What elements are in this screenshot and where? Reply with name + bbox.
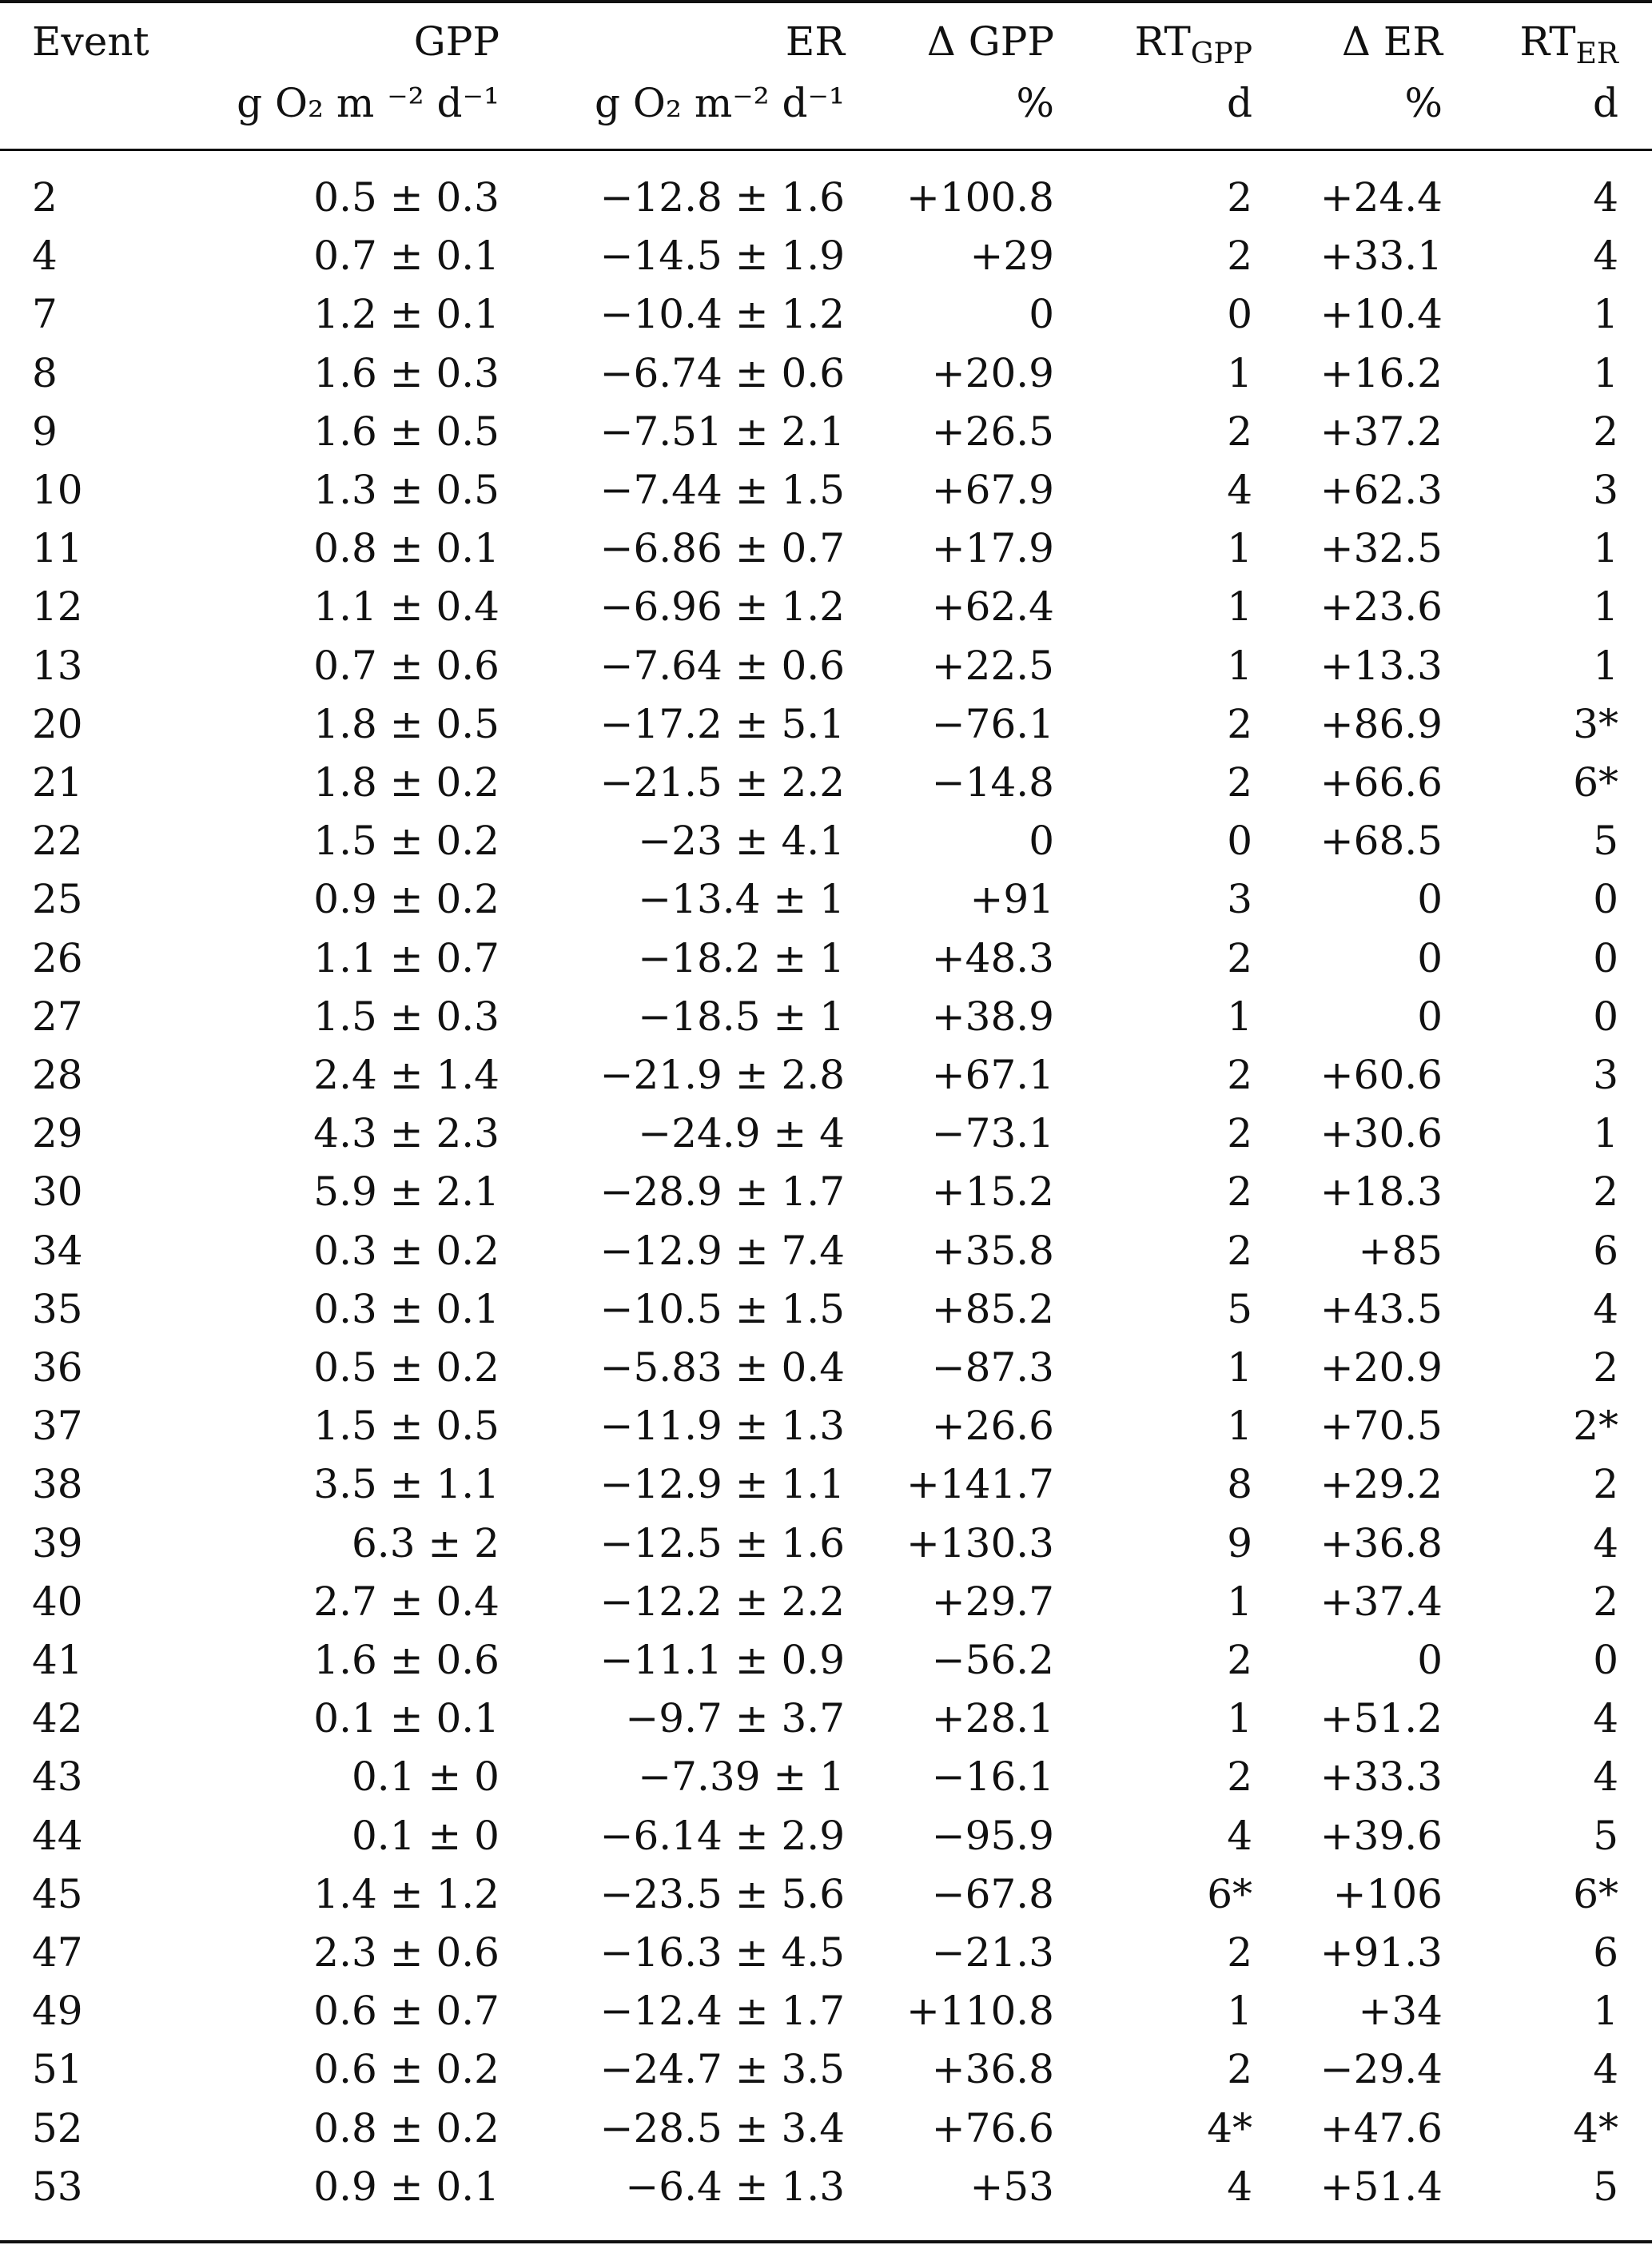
cell-rt-er: 2: [1593, 408, 1618, 455]
cell-gpp: 0.6 ± 0.7: [313, 1988, 500, 2035]
cell-delta-er: 0: [1417, 876, 1443, 923]
cell-delta-er: +51.2: [1320, 1695, 1443, 1742]
cell-event: 52: [32, 2104, 83, 2151]
cell-delta-er: +18.3: [1320, 1168, 1443, 1216]
cell-rt-er: 1: [1593, 1988, 1618, 2035]
cell-gpp: 1.8 ± 0.5: [313, 700, 500, 747]
cell-rt-gpp: 3: [1227, 876, 1252, 923]
cell-rt-er: 2: [1593, 1578, 1618, 1625]
cell-delta-er: +29.2: [1320, 1461, 1443, 1508]
cell-gpp: 2.7 ± 0.4: [313, 1578, 500, 1625]
cell-er: −6.86 ± 0.7: [599, 525, 845, 572]
cell-rt-gpp: 2: [1227, 1168, 1252, 1216]
cell-delta-er: +43.5: [1320, 1285, 1443, 1332]
cell-delta-gpp: +20.9: [931, 349, 1054, 396]
cell-delta-gpp: +22.5: [931, 642, 1054, 689]
cell-rt-er: 6*: [1573, 759, 1618, 806]
cell-rt-er: 1: [1593, 1110, 1618, 1157]
cell-delta-gpp: +29: [969, 233, 1054, 280]
cell-rt-er: 6*: [1573, 1870, 1618, 1917]
unit-rt-gpp: d: [1226, 80, 1252, 126]
cell-er: −18.5 ± 1: [638, 993, 845, 1040]
cell-rt-gpp: 6*: [1207, 1870, 1252, 1917]
cell-rt-er: 3*: [1573, 700, 1618, 747]
cell-er: −28.9 ± 1.7: [599, 1168, 845, 1216]
cell-er: −12.5 ± 1.6: [599, 1519, 845, 1566]
cell-delta-er: +68.5: [1320, 818, 1443, 865]
cell-event: 27: [32, 993, 83, 1040]
cell-delta-er: +62.3: [1320, 467, 1443, 513]
unit-er: g O₂ m⁻² d⁻¹: [594, 80, 845, 126]
header-rt-gpp: [1134, 18, 1252, 70]
cell-delta-er: +37.2: [1320, 408, 1443, 455]
cell-gpp: 0.7 ± 0.1: [313, 233, 500, 280]
header-rt-er-sub: ER: [1575, 38, 1618, 70]
cell-delta-gpp: +100.8: [906, 174, 1054, 221]
cell-rt-gpp: 9: [1227, 1519, 1252, 1566]
cell-rt-er: 4: [1593, 1695, 1618, 1742]
cell-rt-er: 2: [1593, 1461, 1618, 1508]
cell-delta-gpp: −21.3: [931, 1929, 1054, 1976]
cell-er: −12.2 ± 2.2: [599, 1578, 845, 1625]
cell-delta-er: +24.4: [1320, 174, 1443, 221]
header-rt-gpp-sub: GPP: [1190, 38, 1252, 70]
cell-er: −6.96 ± 1.2: [599, 583, 845, 631]
cell-event: 47: [32, 1929, 83, 1976]
cell-delta-gpp: +62.4: [931, 583, 1054, 631]
cell-delta-er: +60.6: [1320, 1052, 1443, 1098]
cell-delta-er: 0: [1417, 1637, 1443, 1683]
cell-er: −13.4 ± 1: [638, 876, 845, 923]
cell-event: 8: [32, 349, 58, 396]
cell-event: 53: [32, 2163, 83, 2210]
cell-delta-gpp: 0: [1029, 818, 1054, 865]
cell-rt-er: 4: [1593, 1519, 1618, 1566]
cell-event: 38: [32, 1461, 83, 1508]
cell-er: −7.39 ± 1: [638, 1753, 845, 1801]
cell-delta-er: +30.6: [1320, 1110, 1443, 1157]
cell-delta-gpp: +35.8: [931, 1227, 1054, 1274]
cell-event: 9: [32, 408, 58, 455]
cell-rt-gpp: 8: [1227, 1461, 1252, 1508]
cell-event: 13: [32, 642, 83, 689]
cell-rt-er: 3: [1593, 1052, 1618, 1098]
cell-rt-gpp: 2: [1227, 1052, 1252, 1098]
cell-rt-gpp: 1: [1227, 1578, 1252, 1625]
cell-delta-er: +20.9: [1320, 1344, 1443, 1391]
unit-delta-gpp: %: [1016, 80, 1054, 126]
cell-er: −23 ± 4.1: [638, 818, 845, 865]
cell-rt-gpp: 2: [1227, 1110, 1252, 1157]
cell-event: 11: [32, 525, 83, 572]
cell-rt-gpp: 5: [1227, 1285, 1252, 1332]
cell-delta-gpp: +53: [969, 2163, 1054, 2210]
cell-gpp: 0.9 ± 0.2: [313, 876, 500, 923]
cell-rt-gpp: 1: [1227, 583, 1252, 631]
cell-event: 28: [32, 1052, 83, 1098]
cell-delta-gpp: −95.9: [931, 1812, 1054, 1859]
cell-er: −28.5 ± 3.4: [599, 2104, 845, 2151]
cell-gpp: 0.8 ± 0.2: [313, 2104, 500, 2151]
cell-rt-gpp: 1: [1227, 525, 1252, 572]
header-delta-er: Δ ER: [1341, 18, 1443, 65]
cell-gpp: 1.5 ± 0.2: [313, 818, 500, 865]
cell-event: 37: [32, 1403, 83, 1450]
cell-er: −10.4 ± 1.2: [599, 291, 845, 338]
cell-rt-er: 6: [1593, 1929, 1618, 1976]
cell-event: 2: [32, 174, 58, 221]
header-event: Event: [32, 18, 149, 65]
cell-rt-er: 4: [1593, 233, 1618, 280]
cell-event: 26: [32, 934, 83, 981]
cell-delta-er: +91.3: [1320, 1929, 1443, 1976]
cell-event: 36: [32, 1344, 83, 1391]
cell-rt-er: 0: [1593, 1637, 1618, 1683]
cell-er: −5.83 ± 0.4: [599, 1344, 845, 1391]
cell-delta-gpp: −16.1: [931, 1753, 1054, 1801]
cell-event: 44: [32, 1812, 83, 1859]
cell-gpp: 1.5 ± 0.5: [313, 1403, 500, 1450]
cell-event: 20: [32, 700, 83, 747]
cell-rt-gpp: 1: [1227, 1344, 1252, 1391]
cell-gpp: 1.6 ± 0.5: [313, 408, 500, 455]
cell-event: 4: [32, 233, 58, 280]
cell-rt-er: 1: [1593, 291, 1618, 338]
cell-gpp: 1.6 ± 0.3: [313, 349, 500, 396]
cell-gpp: 1.1 ± 0.4: [313, 583, 500, 631]
cell-delta-gpp: +130.3: [906, 1519, 1054, 1566]
cell-delta-gpp: +67.1: [931, 1052, 1054, 1098]
cell-delta-gpp: −76.1: [931, 700, 1054, 747]
cell-delta-gpp: −56.2: [931, 1637, 1054, 1683]
cell-rt-er: 4: [1593, 2046, 1618, 2093]
cell-delta-gpp: 0: [1029, 291, 1054, 338]
cell-delta-gpp: +26.6: [931, 1403, 1054, 1450]
cell-event: 43: [32, 1753, 83, 1801]
unit-rt-er: d: [1592, 80, 1618, 126]
cell-delta-gpp: +38.9: [931, 993, 1054, 1040]
header-rt-gpp-base: RT: [1134, 18, 1191, 65]
cell-gpp: 1.3 ± 0.5: [313, 467, 500, 513]
cell-rt-er: 5: [1593, 1812, 1618, 1859]
cell-gpp: 1.6 ± 0.6: [313, 1637, 500, 1683]
cell-event: 51: [32, 2046, 83, 2093]
cell-gpp: 0.9 ± 0.1: [313, 2163, 500, 2210]
cell-delta-er: +47.6: [1320, 2104, 1443, 2151]
cell-rt-er: 1: [1593, 642, 1618, 689]
cell-delta-gpp: +17.9: [931, 525, 1054, 572]
cell-event: 42: [32, 1695, 83, 1742]
cell-event: 21: [32, 759, 83, 806]
cell-delta-er: 0: [1417, 993, 1443, 1040]
cell-er: −12.9 ± 7.4: [599, 1227, 845, 1274]
cell-rt-gpp: 2: [1227, 1753, 1252, 1801]
cell-rt-gpp: 1: [1227, 349, 1252, 396]
cell-er: −21.9 ± 2.8: [599, 1052, 845, 1098]
cell-delta-er: +34: [1358, 1988, 1443, 2035]
cell-rt-er: 0: [1593, 934, 1618, 981]
cell-delta-er: 0: [1417, 934, 1443, 981]
cell-rt-er: 6: [1593, 1227, 1618, 1274]
cell-delta-gpp: +110.8: [906, 1988, 1054, 2035]
cell-delta-gpp: −14.8: [931, 759, 1054, 806]
cell-er: −6.14 ± 2.9: [599, 1812, 845, 1859]
cell-rt-gpp: 4: [1227, 2163, 1252, 2210]
cell-rt-gpp: 1: [1227, 1695, 1252, 1742]
cell-delta-gpp: −73.1: [931, 1110, 1054, 1157]
cell-er: −7.51 ± 2.1: [599, 408, 845, 455]
cell-delta-er: +51.4: [1320, 2163, 1443, 2210]
cell-delta-gpp: +67.9: [931, 467, 1054, 513]
cell-er: −24.9 ± 4: [638, 1110, 845, 1157]
cell-rt-gpp: 4: [1227, 1812, 1252, 1859]
cell-rt-er: 4*: [1573, 2104, 1618, 2151]
cell-delta-er: +85: [1358, 1227, 1443, 1274]
cell-rt-gpp: 2: [1227, 174, 1252, 221]
cell-rt-gpp: 1: [1227, 1403, 1252, 1450]
cell-rt-er: 5: [1593, 2163, 1618, 2210]
cell-gpp: 0.5 ± 0.2: [313, 1344, 500, 1391]
cell-rt-gpp: 2: [1227, 759, 1252, 806]
cell-event: 12: [32, 583, 83, 631]
cell-event: 25: [32, 876, 83, 923]
cell-rt-gpp: 4*: [1207, 2104, 1252, 2151]
cell-delta-gpp: +141.7: [906, 1461, 1054, 1508]
cell-delta-gpp: +91: [969, 876, 1054, 923]
cell-rt-gpp: 1: [1227, 993, 1252, 1040]
cell-er: −7.44 ± 1.5: [599, 467, 845, 513]
cell-gpp: 0.7 ± 0.6: [313, 642, 500, 689]
cell-rt-er: 5: [1593, 818, 1618, 865]
cell-event: 41: [32, 1637, 83, 1683]
header-rule: [0, 149, 1652, 151]
cell-rt-gpp: 2: [1227, 1227, 1252, 1274]
header-rt-er-base: RT: [1519, 18, 1576, 65]
cell-rt-er: 1: [1593, 525, 1618, 572]
cell-event: 35: [32, 1285, 83, 1332]
cell-er: −6.4 ± 1.3: [625, 2163, 845, 2210]
cell-er: −24.7 ± 3.5: [599, 2046, 845, 2093]
cell-gpp: 0.8 ± 0.1: [313, 525, 500, 572]
cell-delta-er: +23.6: [1320, 583, 1443, 631]
cell-event: 49: [32, 1988, 83, 2035]
cell-gpp: 1.8 ± 0.2: [313, 759, 500, 806]
cell-rt-gpp: 0: [1227, 818, 1252, 865]
cell-er: −21.5 ± 2.2: [599, 759, 845, 806]
cell-delta-gpp: +85.2: [931, 1285, 1054, 1332]
cell-delta-gpp: +15.2: [931, 1168, 1054, 1216]
cell-rt-er: 2: [1593, 1168, 1618, 1216]
cell-er: −23.5 ± 5.6: [599, 1870, 845, 1917]
cell-rt-gpp: 2: [1227, 233, 1252, 280]
unit-gpp: g O₂ m ⁻² d⁻¹: [237, 80, 500, 126]
cell-gpp: 1.5 ± 0.3: [313, 993, 500, 1040]
cell-rt-er: 4: [1593, 1285, 1618, 1332]
cell-rt-er: 4: [1593, 1753, 1618, 1801]
cell-delta-er: +16.2: [1320, 349, 1443, 396]
cell-delta-gpp: +36.8: [931, 2046, 1054, 2093]
cell-rt-gpp: 1: [1227, 1988, 1252, 2035]
cell-gpp: 3.5 ± 1.1: [313, 1461, 500, 1508]
cell-gpp: 2.4 ± 1.4: [313, 1052, 500, 1098]
cell-event: 7: [32, 291, 58, 338]
cell-rt-gpp: 4: [1227, 467, 1252, 513]
cell-er: −9.7 ± 3.7: [625, 1695, 845, 1742]
cell-rt-gpp: 2: [1227, 934, 1252, 981]
cell-delta-gpp: +48.3: [931, 934, 1054, 981]
cell-rt-er: 2*: [1573, 1403, 1618, 1450]
cell-delta-er: +32.5: [1320, 525, 1443, 572]
cell-event: 45: [32, 1870, 83, 1917]
cell-er: −17.2 ± 5.1: [599, 700, 845, 747]
header-rt-er: [1519, 18, 1618, 70]
cell-delta-er: +86.9: [1320, 700, 1443, 747]
cell-delta-er: +10.4: [1320, 291, 1443, 338]
cell-rt-gpp: 2: [1227, 2046, 1252, 2093]
unit-delta-er: %: [1404, 80, 1443, 126]
cell-event: 39: [32, 1519, 83, 1566]
cell-er: −10.5 ± 1.5: [599, 1285, 845, 1332]
cell-rt-er: 0: [1593, 876, 1618, 923]
cell-er: −18.2 ± 1: [638, 934, 845, 981]
top-rule: [0, 0, 1652, 3]
bottom-rule: [0, 2240, 1652, 2243]
header-delta-gpp: Δ GPP: [926, 18, 1054, 65]
cell-rt-gpp: 0: [1227, 291, 1252, 338]
cell-event: 30: [32, 1168, 83, 1216]
cell-rt-er: 3: [1593, 467, 1618, 513]
cell-delta-gpp: −67.8: [931, 1870, 1054, 1917]
cell-delta-er: +13.3: [1320, 642, 1443, 689]
cell-delta-er: +36.8: [1320, 1519, 1443, 1566]
cell-rt-er: 1: [1593, 583, 1618, 631]
cell-rt-er: 1: [1593, 349, 1618, 396]
cell-gpp: 1.1 ± 0.7: [313, 934, 500, 981]
cell-gpp: 0.5 ± 0.3: [313, 174, 500, 221]
cell-event: 10: [32, 467, 83, 513]
cell-delta-er: +106: [1332, 1870, 1443, 1917]
cell-gpp: 0.1 ± 0.1: [313, 1695, 500, 1742]
cell-delta-er: +66.6: [1320, 759, 1443, 806]
cell-event: 22: [32, 818, 83, 865]
cell-delta-gpp: +26.5: [931, 408, 1054, 455]
cell-delta-er: +37.4: [1320, 1578, 1443, 1625]
cell-gpp: 2.3 ± 0.6: [313, 1929, 500, 1976]
cell-delta-er: +70.5: [1320, 1403, 1443, 1450]
cell-er: −11.1 ± 0.9: [599, 1637, 845, 1683]
cell-rt-gpp: 2: [1227, 1637, 1252, 1683]
cell-delta-gpp: +76.6: [931, 2104, 1054, 2151]
cell-gpp: 1.4 ± 1.2: [313, 1870, 500, 1917]
cell-gpp: 6.3 ± 2: [351, 1519, 500, 1566]
cell-delta-er: −29.4: [1320, 2046, 1443, 2093]
cell-event: 29: [32, 1110, 83, 1157]
cell-event: 34: [32, 1227, 83, 1274]
header-er: ER: [785, 18, 845, 65]
cell-delta-er: +33.1: [1320, 233, 1443, 280]
cell-event: 40: [32, 1578, 83, 1625]
cell-delta-er: +39.6: [1320, 1812, 1443, 1859]
cell-er: −16.3 ± 4.5: [599, 1929, 845, 1976]
cell-rt-gpp: 2: [1227, 700, 1252, 747]
cell-rt-er: 2: [1593, 1344, 1618, 1391]
cell-gpp: 5.9 ± 2.1: [313, 1168, 500, 1216]
cell-gpp: 0.6 ± 0.2: [313, 2046, 500, 2093]
cell-er: −12.9 ± 1.1: [599, 1461, 845, 1508]
cell-gpp: 0.1 ± 0: [351, 1812, 500, 1859]
cell-delta-gpp: +28.1: [931, 1695, 1054, 1742]
cell-rt-gpp: 2: [1227, 1929, 1252, 1976]
cell-delta-gpp: +29.7: [931, 1578, 1054, 1625]
cell-rt-gpp: 2: [1227, 408, 1252, 455]
cell-rt-er: 4: [1593, 174, 1618, 221]
cell-er: −7.64 ± 0.6: [599, 642, 845, 689]
cell-gpp: 1.2 ± 0.1: [313, 291, 500, 338]
cell-delta-er: +33.3: [1320, 1753, 1443, 1801]
cell-er: −12.8 ± 1.6: [599, 174, 845, 221]
cell-gpp: 0.1 ± 0: [351, 1753, 500, 1801]
cell-er: −6.74 ± 0.6: [599, 349, 845, 396]
header-gpp: GPP: [413, 18, 500, 65]
cell-gpp: 4.3 ± 2.3: [313, 1110, 500, 1157]
cell-gpp: 0.3 ± 0.2: [313, 1227, 500, 1274]
cell-er: −11.9 ± 1.3: [599, 1403, 845, 1450]
cell-rt-er: 0: [1593, 993, 1618, 1040]
cell-delta-gpp: −87.3: [931, 1344, 1054, 1391]
cell-rt-gpp: 1: [1227, 642, 1252, 689]
cell-er: −14.5 ± 1.9: [599, 233, 845, 280]
cell-er: −12.4 ± 1.7: [599, 1988, 845, 2035]
cell-gpp: 0.3 ± 0.1: [313, 1285, 500, 1332]
